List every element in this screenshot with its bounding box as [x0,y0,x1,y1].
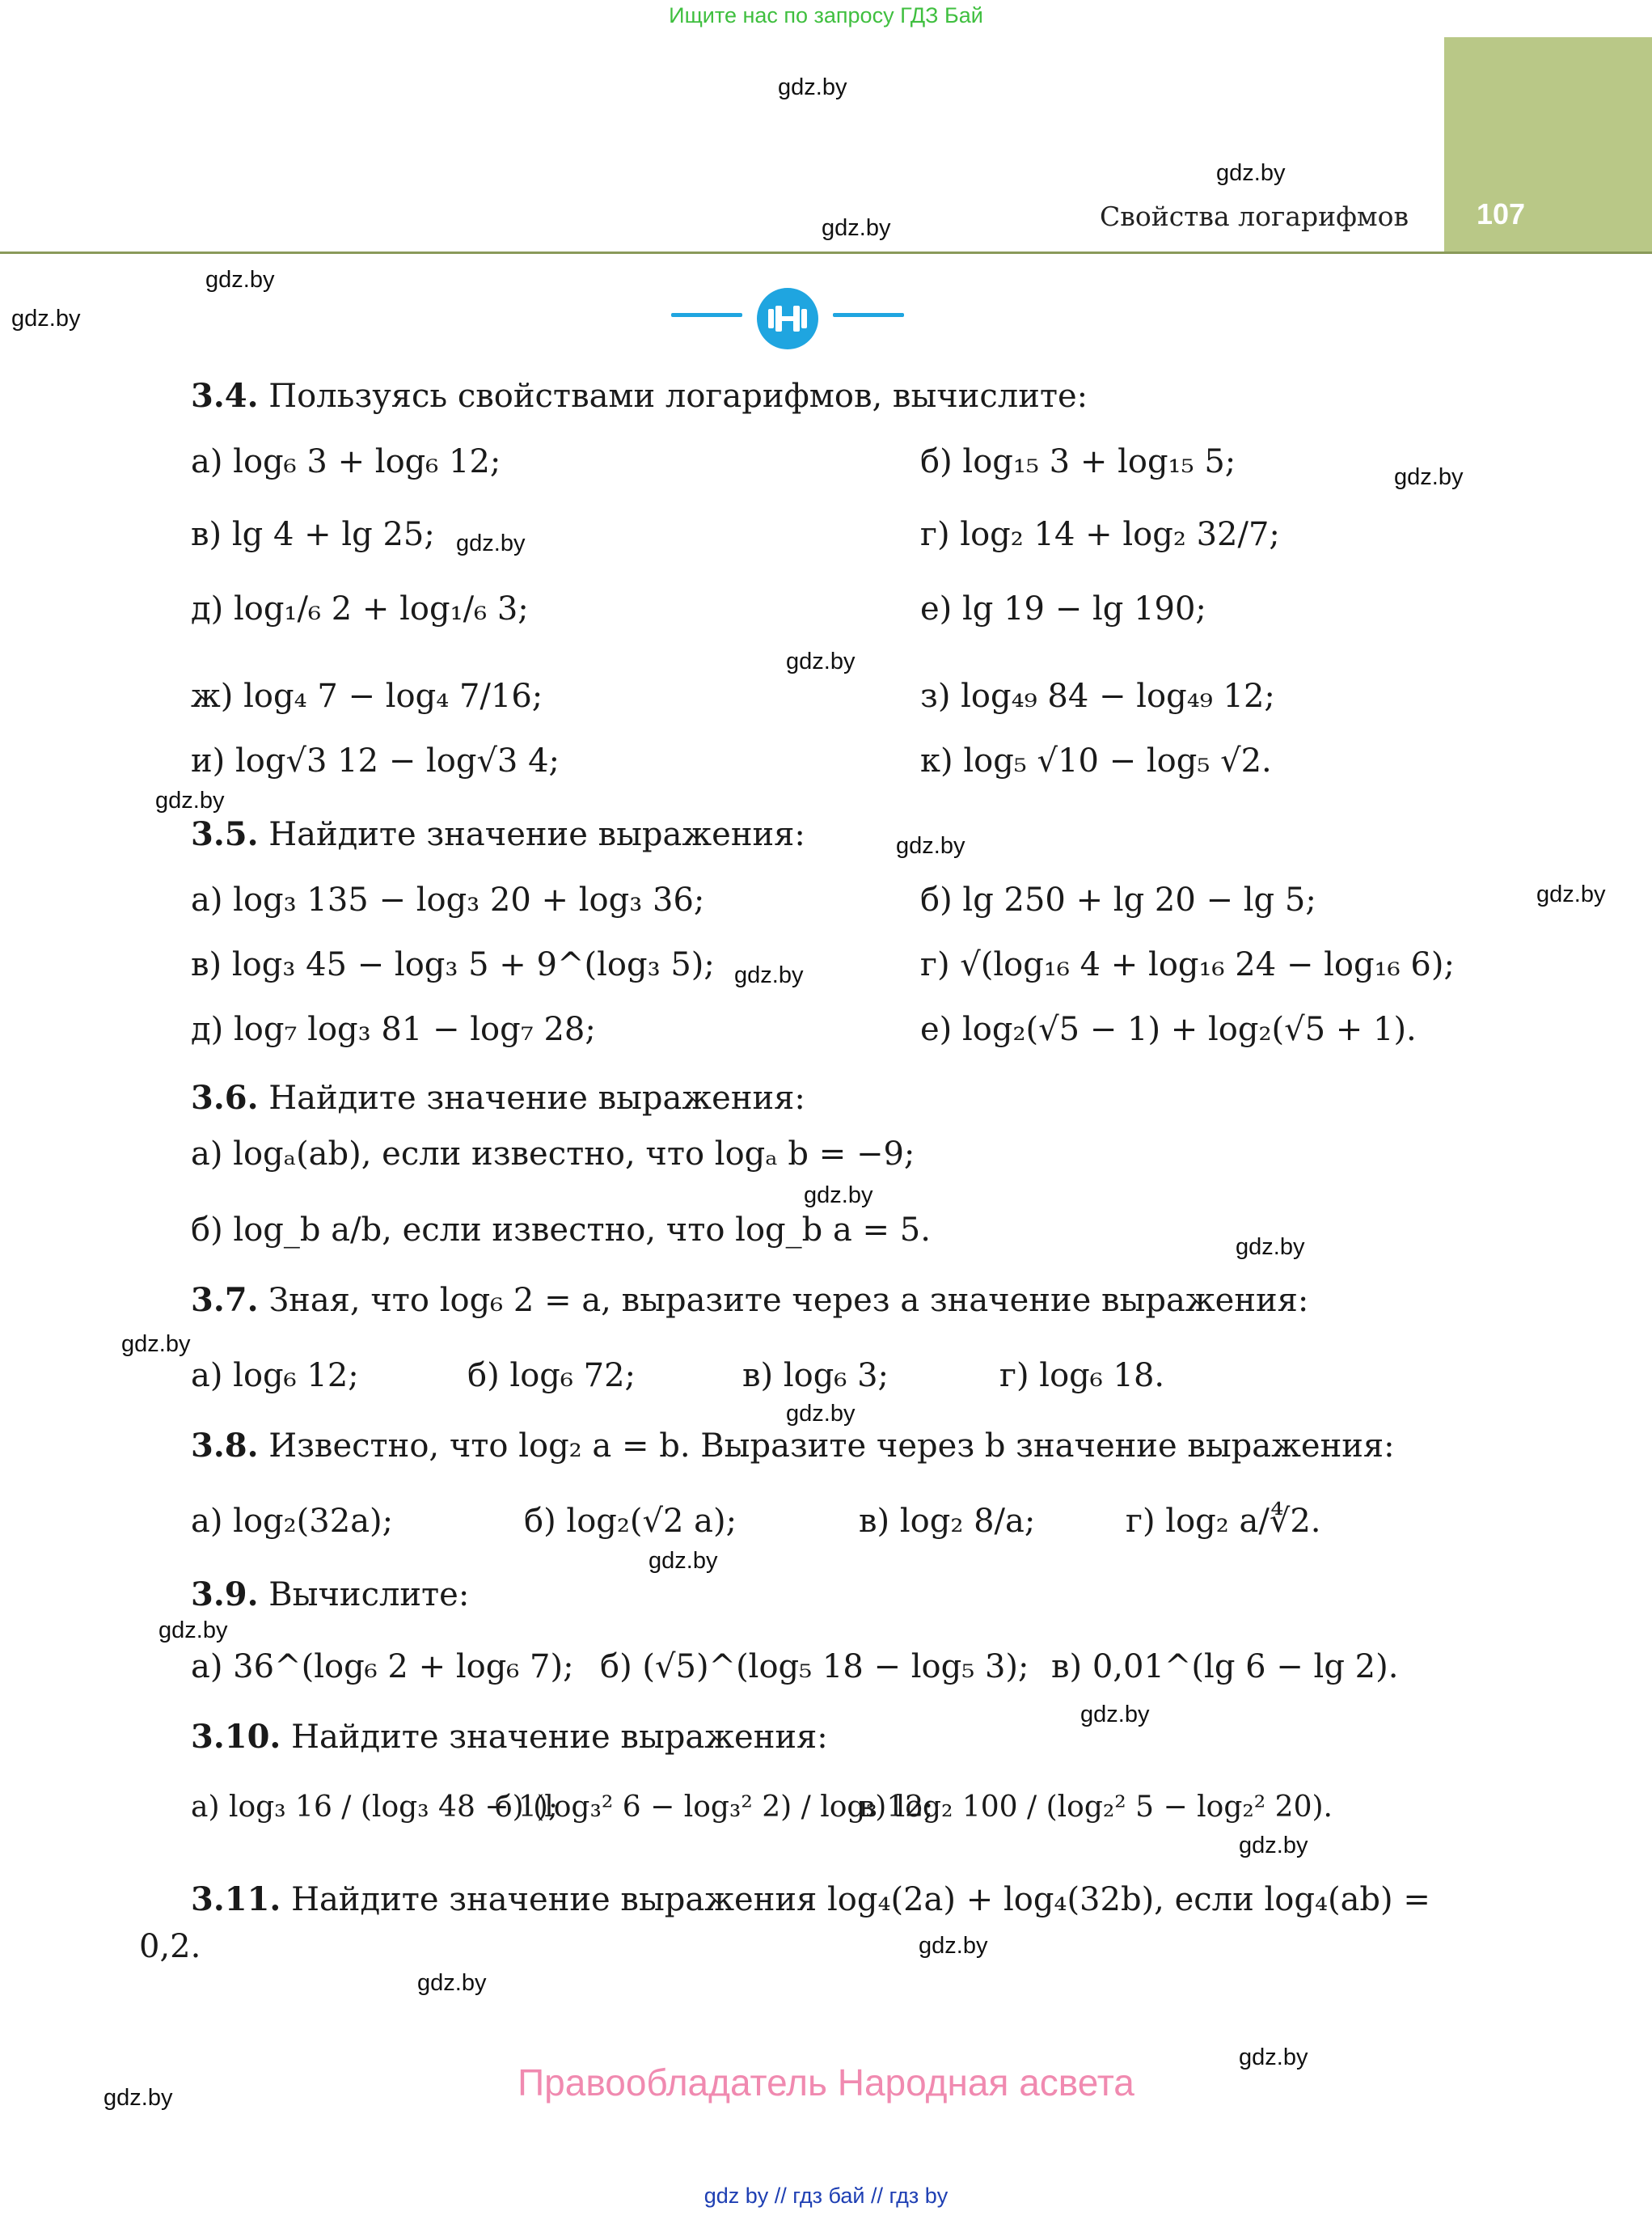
task-3-6-item: б) log_b a/b, если известно, что log_b a = 5. [191,1211,931,1249]
watermark: gdz.by [1216,160,1286,186]
task-3-9-item: а) 36^(log₆ 2 + log₆ 7); [191,1648,574,1685]
task-3-5-item: б) lg 250 + lg 20 − lg 5; [920,882,1316,919]
watermark: gdz.by [649,1548,718,1574]
task-3-5-item: а) log₃ 135 − log₃ 20 + log₃ 36; [191,882,705,919]
task-3-5-item: в) log₃ 45 − log₃ 5 + 9^(log₃ 5); [191,946,715,983]
task-3-5: 3.5. Найдите значение выражения: [191,815,805,853]
section-rule-right [833,313,904,317]
watermark: gdz.by [158,1617,228,1643]
task-3-9-item: б) (√5)^(log₅ 18 − log₅ 3); [600,1648,1029,1685]
watermark: gdz.by [786,1401,856,1427]
task-3-4-item: ж) log₄ 7 − log₄ 7/16; [191,678,543,715]
task-3-8-item: б) log₂(√2 a); [524,1503,737,1540]
task-3-5-item: д) log₇ log₃ 81 − log₇ 28; [191,1011,596,1048]
watermark: gdz.by [205,267,275,293]
task-3-4-item: а) log₆ 3 + log₆ 12; [191,443,501,480]
dumbbell-icon [757,288,818,349]
watermark: gdz.by [778,74,847,100]
task-3-4-item: в) lg 4 + lg 25; [191,516,435,553]
watermark: gdz.by [804,1182,873,1208]
task-3-11: 3.11. Найдите значение выражения log₄(2a) + log₄(32b), если log₄(ab) = 0,2. [139,1880,1430,1965]
header-page-block [1444,37,1652,252]
task-3-4-item: к) log₅ √10 − log₅ √2. [920,742,1272,780]
task-3-10-item: б) (log₃² 6 − log₃² 2) / log₃ 12; [495,1791,934,1824]
page-number: 107 [1477,197,1526,230]
task-3-4-item: з) log₄₉ 84 − log₄₉ 12; [920,678,1275,715]
task-3-4-item: д) log₁/₆ 2 + log₁/₆ 3; [191,590,529,628]
task-3-9: 3.9. Вычислите: [191,1575,470,1613]
watermark: gdz.by [417,1970,487,1996]
footer-links[interactable]: gdz by // гдз бай // гдз by [703,2184,949,2208]
task-3-9-item: в) 0,01^(lg 6 − lg 2). [1051,1648,1399,1685]
task-3-6: 3.6. Найдите значение выражения: [191,1079,805,1117]
task-3-6-item: а) logₐ(ab), если известно, что logₐ b = −9; [191,1135,915,1173]
task-3-7-item: г) log₆ 18. [999,1357,1165,1394]
copyright-owner: Правообладатель Народная асвета [518,2061,1134,2103]
task-3-10-item: а) log₃ 16 / (log₃ 48 − 1); [191,1791,558,1824]
task-3-7-item: б) log₆ 72; [467,1357,636,1394]
task-3-5-item: г) √(log₁₆ 4 + log₁₆ 24 − log₁₆ 6); [920,946,1455,983]
task-3-4-item: б) log₁₅ 3 + log₁₅ 5; [920,443,1236,480]
task-3-4-item: г) log₂ 14 + log₂ 32/7; [920,516,1280,553]
task-3-8-item: а) log₂(32a); [191,1503,394,1540]
task-3-4-item: и) log√3 12 − log√3 4; [191,742,560,780]
task-3-4: 3.4. Пользуясь свойствами логарифмов, вычислите: [191,377,1088,415]
task-3-8: 3.8. Известно, что log₂ a = b. Выразите через b значение выражения: [191,1427,1395,1465]
section-rule-left [671,313,742,317]
header-title: Свойства логарифмов [1100,201,1409,232]
watermark: gdz.by [121,1331,191,1357]
watermark: gdz.by [456,531,526,556]
task-3-7-item: в) log₆ 3; [742,1357,889,1394]
task-3-8-item: г) log₂ a/∜2. [1126,1503,1321,1540]
task-3-4-item: е) lg 19 − lg 190; [920,590,1206,628]
watermark: gdz.by [1236,1234,1305,1260]
watermark: gdz.by [11,306,81,332]
watermark: gdz.by [1536,882,1606,907]
task-3-10: 3.10. Найдите значение выражения: [191,1718,828,1756]
watermark: gdz.by [896,833,965,859]
watermark: gdz.by [1394,464,1464,490]
watermark: gdz.by [1080,1702,1150,1727]
task-3-7: 3.7. Зная, что log₆ 2 = a, выразите через a значение выражения: [191,1281,1309,1319]
watermark: gdz.by [155,788,225,814]
task-3-8-item: в) log₂ 8/a; [859,1503,1036,1540]
top-note: Ищите нас по запросу ГДЗ Бай [669,3,983,27]
watermark: gdz.by [919,1933,988,1959]
watermark: gdz.by [1239,1833,1308,1858]
watermark: gdz.by [786,649,856,674]
watermark: gdz.by [1239,2044,1308,2070]
task-3-10-item: в) log₂ 100 / (log₂² 5 − log₂² 20). [859,1791,1333,1824]
watermark: gdz.by [734,962,804,988]
task-3-7-item: а) log₆ 12; [191,1357,359,1394]
task-3-5-item: е) log₂(√5 − 1) + log₂(√5 + 1). [920,1011,1417,1048]
watermark: gdz.by [104,2085,173,2111]
header-rule [0,252,1652,254]
watermark: gdz.by [822,215,891,241]
